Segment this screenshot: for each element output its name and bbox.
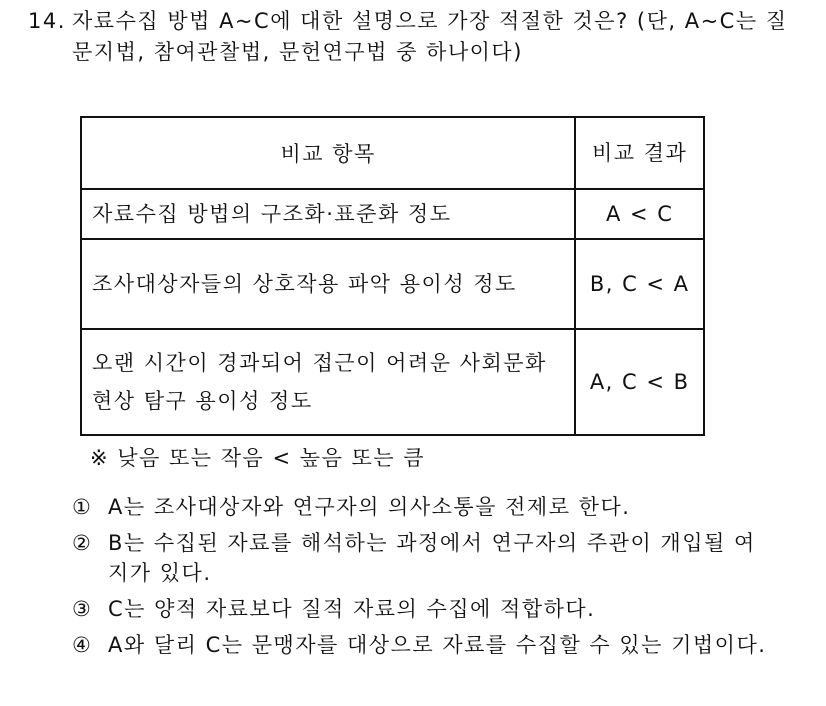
row-result: B, C < A <box>575 239 704 329</box>
option-mark: ② <box>72 531 93 555</box>
table-note: ※ 낮음 또는 작음 < 높음 또는 큼 <box>90 446 426 470</box>
row-result: A < C <box>575 189 704 239</box>
question-text: 자료수집 방법 A~C에 대한 설명으로 가장 적절한 것은? (단, A~C는 질문지법, 참여관찰법, 문헌연구법 중 하나이다) <box>72 9 788 64</box>
table-row <box>81 189 704 239</box>
option-mark: ① <box>72 495 93 519</box>
comparison-table <box>80 116 705 436</box>
option-text: B는 수집된 자료를 해석하는 과정에서 연구자의 주관이 개입될 여지가 있다. <box>108 531 756 585</box>
answer-options <box>72 492 772 666</box>
answer-option-2[interactable] <box>72 528 772 588</box>
table-row <box>81 329 704 435</box>
table-header-row <box>81 117 704 189</box>
answer-option-1[interactable] <box>72 492 772 522</box>
row-result: A, C < B <box>575 329 704 435</box>
option-text: C는 양적 자료보다 질적 자료의 수집에 적합하다. <box>108 597 596 621</box>
option-mark: ④ <box>72 633 93 657</box>
option-mark: ③ <box>72 597 93 621</box>
option-text: A와 달리 C는 문맹자를 대상으로 자료를 수집할 수 있는 기법이다. <box>108 633 767 657</box>
question-number: 14. <box>28 9 66 33</box>
answer-option-4[interactable] <box>72 630 772 660</box>
table-row <box>81 239 704 329</box>
row-item: 조사대상자들의 상호작용 파악 용이성 정도 <box>81 239 575 329</box>
header-item: 비교 항목 <box>81 117 575 189</box>
option-text: A는 조사대상자와 연구자의 의사소통을 전제로 한다. <box>108 495 631 519</box>
row-item: 오랜 시간이 경과되어 접근이 어려운 사회문화 현상 탐구 용이성 정도 <box>81 329 575 435</box>
question-stem <box>28 6 808 68</box>
row-item: 자료수집 방법의 구조화·표준화 정도 <box>81 189 575 239</box>
answer-option-3[interactable] <box>72 594 772 624</box>
header-result: 비교 결과 <box>575 117 704 189</box>
